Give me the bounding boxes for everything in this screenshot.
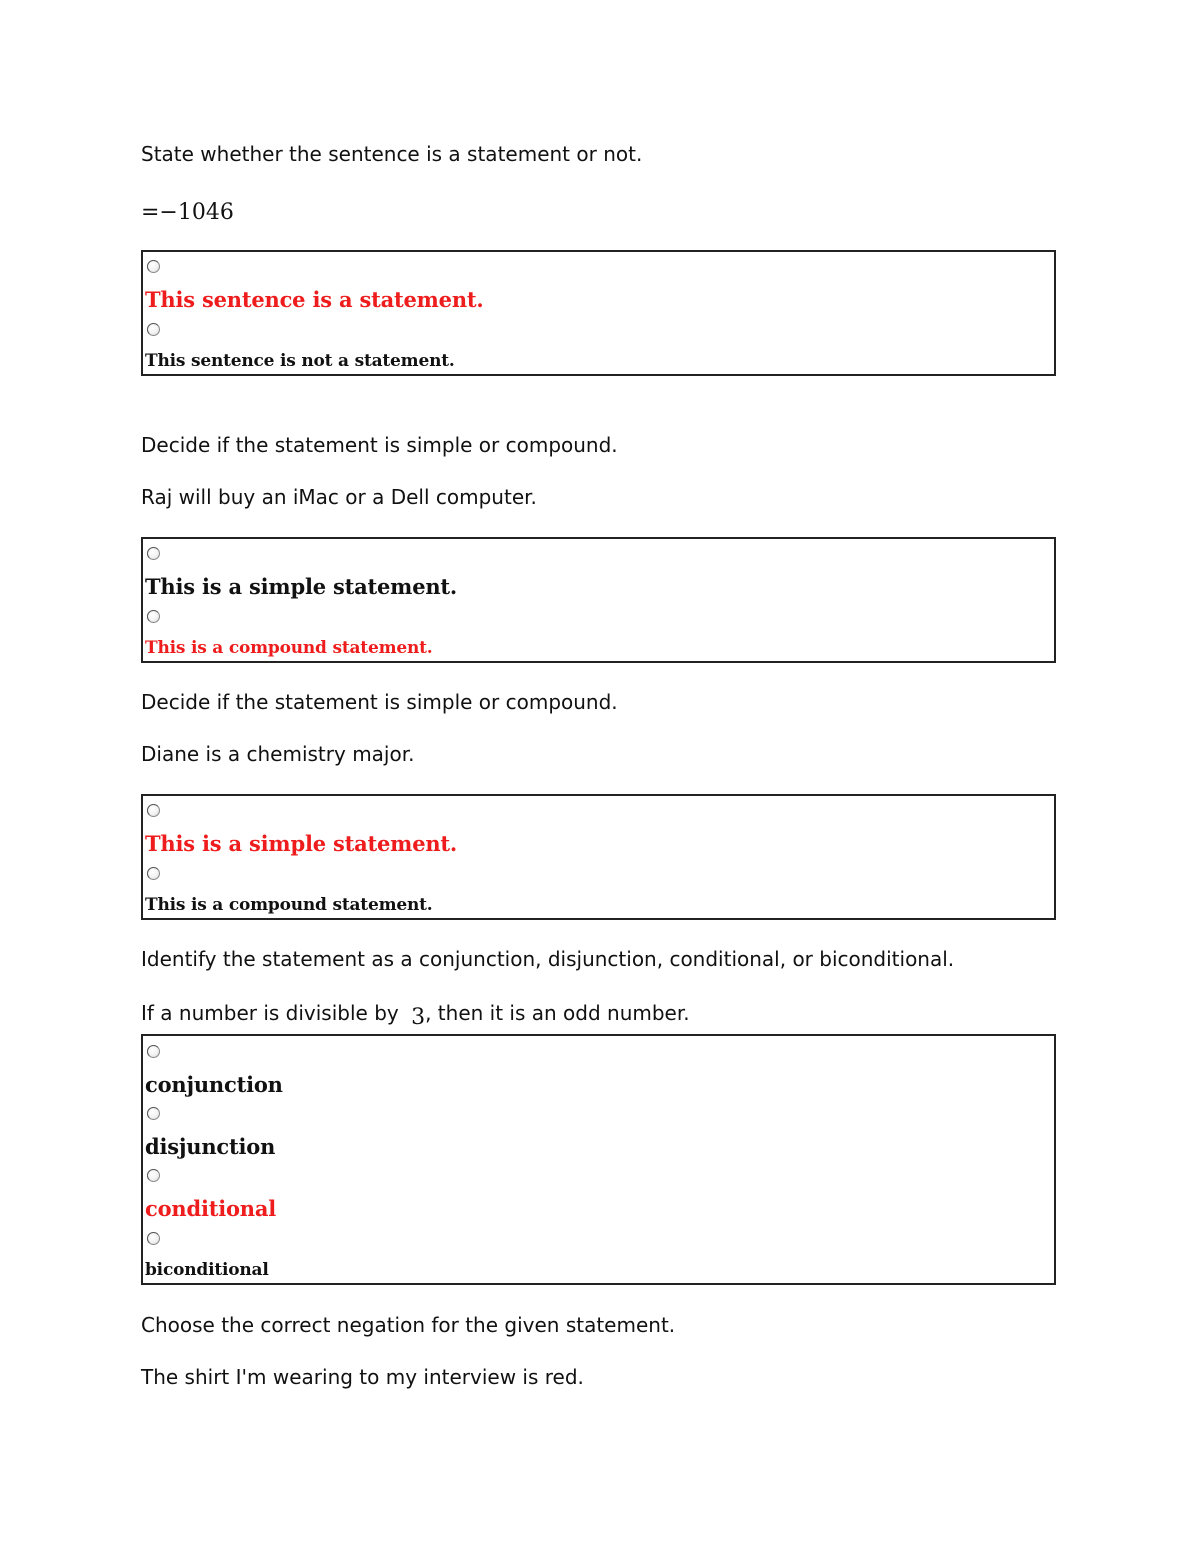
- q3-options-box: [141, 794, 1056, 920]
- q1-option-not-statement: This sentence is not a statement.: [145, 351, 455, 371]
- q4-option-conjunction: conjunction: [145, 1072, 283, 1097]
- q4-sentence-end: , then it is an odd number.: [425, 1001, 690, 1025]
- q2-option-compound: This is a compound statement.: [145, 638, 433, 658]
- q1-prompt: State whether the sentence is a statement or not.: [141, 142, 643, 166]
- q4-radio-conjunction[interactable]: [147, 1045, 160, 1058]
- q1-radio-not-statement[interactable]: [147, 323, 160, 336]
- q4-option-biconditional: biconditional: [145, 1260, 269, 1280]
- q4-sentence: [141, 1001, 690, 1030]
- q4-radio-biconditional[interactable]: [147, 1232, 160, 1245]
- q4-options-box: [141, 1034, 1056, 1285]
- q4-sentence-number: 3: [411, 1005, 426, 1030]
- q4-option-disjunction: disjunction: [145, 1134, 276, 1159]
- q3-radio-compound[interactable]: [147, 867, 160, 880]
- q4-sentence-start: If a number is divisible by: [141, 1001, 399, 1025]
- q5-prompt: Choose the correct negation for the given statement.: [141, 1313, 676, 1337]
- q3-option-simple: This is a simple statement.: [145, 831, 458, 856]
- q4-prompt: Identify the statement as a conjunction, disjunction, conditional, or biconditional.: [141, 947, 955, 971]
- q3-radio-simple[interactable]: [147, 804, 160, 817]
- q2-options-box: [141, 537, 1056, 663]
- q1-expression: =−1046: [141, 200, 234, 225]
- q4-option-conditional: conditional: [145, 1196, 277, 1221]
- q1-options-box: [141, 250, 1056, 376]
- q4-radio-disjunction[interactable]: [147, 1107, 160, 1120]
- q1-radio-statement[interactable]: [147, 260, 160, 273]
- q3-prompt: Decide if the statement is simple or compound.: [141, 690, 618, 714]
- q3-sentence: Diane is a chemistry major.: [141, 742, 415, 766]
- q4-radio-conditional[interactable]: [147, 1169, 160, 1182]
- q5-sentence: The shirt I'm wearing to my interview is red.: [141, 1365, 584, 1389]
- q2-radio-simple[interactable]: [147, 547, 160, 560]
- q1-option-statement: This sentence is a statement.: [145, 287, 484, 312]
- q3-option-compound: This is a compound statement.: [145, 895, 433, 915]
- q2-prompt: Decide if the statement is simple or compound.: [141, 433, 618, 457]
- q2-radio-compound[interactable]: [147, 610, 160, 623]
- q2-option-simple: This is a simple statement.: [145, 574, 458, 599]
- q2-sentence: Raj will buy an iMac or a Dell computer.: [141, 485, 537, 509]
